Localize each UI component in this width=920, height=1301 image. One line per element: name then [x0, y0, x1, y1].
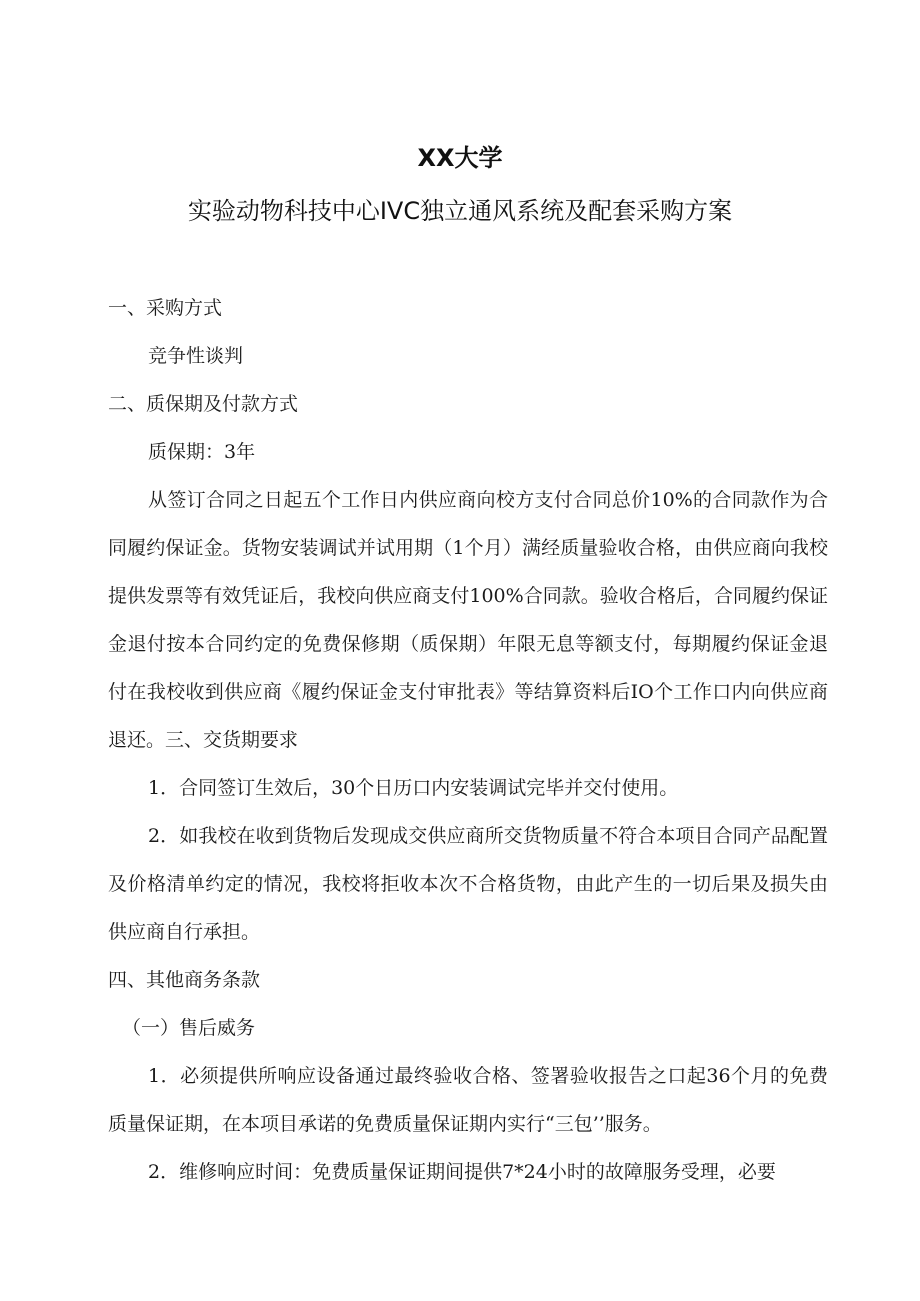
after-sales-subheading: （一）售后威务 [122, 1017, 256, 1039]
section-2-heading: 二、质保期及付款方式 [108, 393, 299, 415]
procurement-method: 竞争性谈判 [148, 345, 244, 367]
document-title: XX大学 [417, 144, 503, 172]
after-sales-item-2: 2．维修响应时间：免费质量保证期间提供7*24小时的故障服务受理，必要 [148, 1161, 776, 1183]
payment-paragraph: 从签订合同之日起五个工作日内供应商向校方支付合同总价10%的合同款作为合同履约保证金。货物安装调试并试用期（1个月）满经质量验收合格，由供应商向我校提供发票等有效凭证后，我校向供应商支付100%合同款。验收合格后，合同履约保证金退付按本合同约定的免费保修期（质保期）年限无息等额支付，每期履约保证金退付在我校收到供应商《履约保证金支付审批表》等结算资料后IO个工作口内向供应商退还。三、交货期要求 [108, 489, 828, 751]
document-subtitle: 实验动物科技中心IVC独立通风系统及配套采购方案 [187, 197, 733, 225]
section-1-heading: 一、采购方式 [108, 297, 223, 319]
section-4-heading: 四、其他商务条款 [108, 969, 261, 991]
delivery-item-1: 1．合同签订生效后，30个日历口内安装调试完毕并交付使用。 [148, 777, 679, 799]
after-sales-item-1: 1．必须提供所响应设备通过最终验收合格、签署验收报告之口起36个月的免费质量保证期，在本项目承诺的免费质量保证期内实行“三包’’服务。 [108, 1065, 828, 1135]
warranty-period: 质保期：3年 [148, 441, 256, 463]
delivery-item-2: 2．如我校在收到货物后发现成交供应商所交货物质量不符合本项目合同产品配置及价格清单约定的情况，我校将拒收本次不合格货物，由此产生的一切后果及损失由供应商自行承担。 [108, 825, 828, 943]
document-body [108, 284, 828, 1196]
